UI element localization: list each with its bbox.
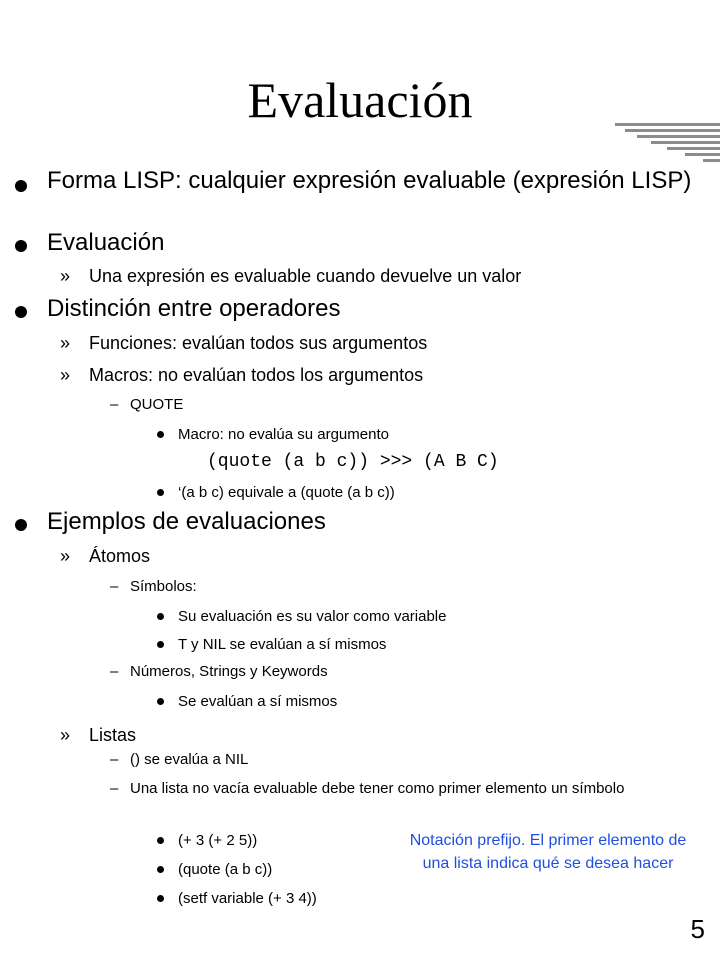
title-decoration-stripes [615,123,720,167]
item-funciones: Funciones: evalúan todos sus argumentos [89,333,428,353]
item-se-evaluan: Se evalúan a sí mismos [178,693,338,710]
item-macro-no-evalua: Macro: no evalúa su argumento [178,426,389,443]
bullet-icon [15,240,27,252]
level3-marker: – [110,663,119,680]
bullet-icon [157,895,164,902]
item-su-evaluacion: Su evaluación es su valor como variable [178,608,447,625]
page-number: 5 [690,914,705,944]
bullet-icon [157,489,164,496]
bullet-icon [157,698,164,705]
bullet-icon [15,519,27,531]
item-ejemplos: Ejemplos de evaluaciones [47,508,326,535]
prefix-notation-note: Notación prefijo. El primer elemento de una lista indica qué se desea hacer [409,832,687,872]
item-listas: Listas [89,725,137,745]
item-empty-list: () se evalúa a NIL [130,751,249,768]
item-atomos: Átomos [89,546,151,566]
item-forma-lisp: Forma LISP: cualquier expresión evaluable (expresión LISP) [47,167,692,194]
example-2: (quote (a b c)) [178,861,273,878]
bullet-icon [157,837,164,844]
item-simbolos: Símbolos: [130,578,197,595]
level3-marker: – [110,751,119,768]
level2-marker: » [60,725,71,745]
example-3: (setf variable (+ 3 4)) [178,890,317,907]
item-numeros: Números, Strings y Keywords [130,663,328,680]
item-distincion: Distinción entre operadores [47,295,341,322]
bullet-icon [157,641,164,648]
bullet-icon [157,431,164,438]
item-macros: Macros: no evalúan todos los argumentos [89,365,424,385]
bullet-icon [157,866,164,873]
level3-marker: – [110,396,119,413]
level3-marker: – [110,780,119,797]
level2-marker: » [60,266,71,286]
item-lista-no-vacia: Una lista no vacía evaluable debe tener como primer elemento un símbolo [130,780,625,797]
example-1: (+ 3 (+ 2 5)) [178,832,258,849]
item-t-nil: T y NIL se evalúan a sí mismos [178,636,387,653]
level2-marker: » [60,546,71,566]
level2-marker: » [60,365,71,385]
bullet-icon [15,180,27,192]
item-evaluacion: Evaluación [47,229,165,256]
item-evaluable: Una expresión es evaluable cuando devuelve un valor [89,266,522,286]
code-quote-example: (quote (a b c)) >>> (A B C) [207,452,499,472]
bullet-icon [157,613,164,620]
item-quote: QUOTE [130,396,184,413]
item-quote-equiv: ‘(a b c) equivale a (quote (a b c)) [178,484,395,501]
slide-title: Evaluación [247,72,473,128]
level3-marker: – [110,578,119,595]
level2-marker: » [60,333,71,353]
bullet-icon [15,306,27,318]
